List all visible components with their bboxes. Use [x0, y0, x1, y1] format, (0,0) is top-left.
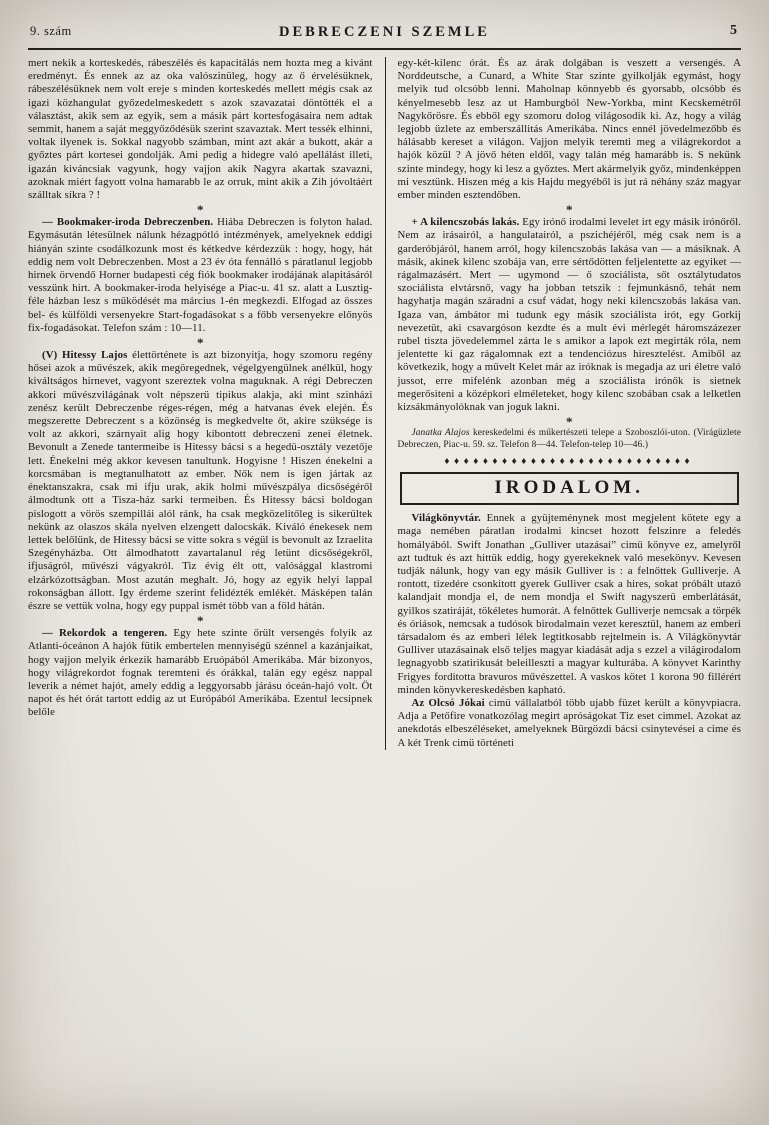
header-rule: [28, 48, 741, 50]
right-column: [385, 57, 742, 750]
page-number: 5: [730, 23, 737, 38]
paragraph-olcso-jokai: Az Olcsó Jókai cimü vállalatból több ujabb füzet került a könyvpiacra. Adja a Petőfire vonatkozólag megirt apróságokat Tiz eset cimmel. Azokat az anekdotás elbeszéléseket, amelyeknek Bürgözdi bácsi csinytevései a cime és A két Trenk cimü történeti: [397, 696, 741, 749]
paragraph-ad-janatka-alajos: Janatka Alajos kereskedelmi és műkertészeti telepe a Szoboszlói-uton. (Virágüzlete Debreczen, Piac-u. 59. sz. Telefon 8—44. Telefon-telep 10—46.): [397, 428, 741, 450]
paragraph-lead: + A kilencszobás lakás.: [411, 216, 523, 229]
paragraph-lead: Világkönyvtár.: [411, 512, 487, 525]
separator-star: *: [197, 202, 204, 218]
article-columns: [28, 57, 741, 750]
paragraph-lead: Az Olcsó Jókai: [411, 696, 489, 709]
separator-star: *: [566, 414, 573, 430]
separator-star: *: [566, 202, 573, 218]
left-column: [28, 57, 385, 750]
paragraph-lead: — Bookmaker-iroda Debreczenben.: [42, 216, 218, 229]
paragraph-rekordok-a-tengeren: — Rekordok a tengeren. Egy hete szinte őrült versengés folyik az Atlanti-óceánon A hajók fütik embertelen mennyiségü szénnel a kazánjaikat, hogy vajjon melyik érkezik hamarább Eruópából Amerikába. Már bizonyos, hogy világrekordot fognak teremteni és órákkal, talán egy egész nappal leverik a német hajót, amely eddig a leggyorsabb járásu óceán-hajó volt. Öt napot és hét órát tartott eddig az ut Európából Amerikába. Ezentul lecsipnek belőle: [28, 627, 373, 719]
separator-star: *: [197, 335, 204, 351]
ornament-divider: ♦♦♦♦♦♦♦♦♦♦♦♦♦♦♦♦♦♦♦♦♦♦♦♦♦♦: [444, 456, 695, 468]
paragraph-lead: Janatka Alajos: [411, 428, 473, 439]
paragraph-lead: (V) Hitessy Lajos: [42, 349, 133, 362]
paragraph-korteskedes-continuation: mert nekik a korteskedés, rábeszélés és kapacitálás nem hozta meg a kivánt eredményt. És ennek az az oka valószinüleg, hogy az ő érvelésüknek, rábeszélésüknek nem volt ereje s minden korteskedés mellett mégis csak az igazi közhangulat győzedelmeskedett s azok szavazatai döntötték el a választást, akik sem az egyik, sem a másik párt kortesfogásaira nem adtak semmit, hanem a saját meggyőződésük szerint szavaztak. Mert tessék elhinni, voltak ilyenek is. Sokkal nagyobb számban, mint azt akár a bukott, akár a győztes párt kortesei gondolják. Ami pedig a hidegre való apellálást illeti, igazán kiváncsiak vagyunk, hogy vajjon akik Nagyra akartak szavazni, azoknak miért fagyott volna hamarabb le az orruk, mint akik a Zih jóvoltáért szálltak síkra ? !: [28, 57, 373, 202]
paragraph-kilencszobas-lakas: + A kilencszobás lakás. Egy irónő irodalmi levelet irt egy másik irónőről. Nem az irásairól, a hangulatairól, a pszichéjéről, még csak nem is a garderóbjáról, hanem arról, hogy kilencszobás lakása van — a másiknak. A másik, akinek kilenc szobája van, erre sértődötten feljelentette az egyiket — rágalmazásért. Mert — ugymond — ő szociálista, sőt osztálytudatos szociálista elvtársnő, vagy ha jobban tetszik : fejmunkásnő, tehát nem hagyhatja magán száradni a csuf vádat, hogy neki kilencszobás lakása van. Igaza van, ámbátor mi tudunk egy másik szociálista irót, egy Gorkij nevezetüt, aki csavargóson kezdte és a mult évi mérlegét háromszázezer rubel tiszta jövedelemmel zárta le s amikor a lapok ezt megirták róla, nem jelentette ki gaz rágalomnak ezt a tendenciózus hiresztelést. Amiből az következik, hogy a művelt Kelet már az iróknak is megadja az uri életre való jussot, erre mifelénk azonban még a szociálista irónők is sietnek megerősiteni a középkori elméleteket, hogy kilenc szobában csak a lelketlen kizsákmányolóknak van joguk lakni.: [397, 216, 742, 414]
paragraph-rekordok-continuation: egy-két-kilenc órát. És az árak dolgában is veszett a versengés. A Norddeutsche, a Cunard, a White Star szinte gyilkolják egymást, hogy melyik tud olcsóbb lenni. Maholnap könnyebb és gyorsabb, olcsóbb és kényelmesebb lesz az ut Hamburgból New-Yorkba, mint Kecskemétről Nagykőrösre. És ebből egy szomoru dolog világosodik ki. Az, hogy a világ legjobb üzlete az emberszállitás Amerikába. Nincs ennél jövedelmezőbb és hálásabb kereset a világon. Vajjon melyik teremti meg a világrekordot a hajók közül ? A jövő héten eldől, vagy talán még hamarább is. S nekünk szinte mindegy, hogy ki lesz a győztes. Mert akármelyik győz, mindenképpen mi vesztünk. Hiszen még a kis Hajdu megyéből is jut rá néhány száz magyar ember minden esztendőben.: [397, 57, 741, 202]
separator-star: *: [197, 613, 204, 629]
paragraph-lead: — Rekordok a tengeren.: [42, 627, 174, 640]
newspaper-title: DEBRECZENI SZEMLE: [279, 24, 490, 40]
page-header: [28, 24, 741, 44]
issue-number: 9. szám: [30, 24, 72, 38]
section-heading-irodalom: IRODALOM.: [400, 472, 740, 505]
paragraph-hitessy-lajos: (V) Hitessy Lajos élettörténete is azt bizonyitja, hogy szomoru regény hősei azok a művészek, akik megöregednek, végelgyengülnek anélkül, hogy kiváltságos hirnevet, vagyont szereztek volna maguknak. A régi Debreczen akkori művészvilágának volt népszerü tipikus alakja, aki mint szinházi zenész került Debreczenbe réges-régen, még a hatvanas évek elején. És megszerette Debreczent s a közönség is megkedvelte őt, akire szüksége is volt az akkori, szárnyait alig hogy kibontott debreczeni zenei életnek. Bevonult a Zenede tantermeibe is Hitessy bácsi s a hegedü-osztály vezetője lett. Énekelni még akkor kevesen tanultunk. Hogyisne ! Hiszen énekelni a korcsmában is megtanulhatott az ember. Nők nem is igen jártak az énektanszakra, csak mi ifju urak, akik holmi művészpálya dicsőségéről álmodtunk ott a Tisza-ház sarki termeiben. És Hitessy bácsi boldogan pislogott a vörös szempillái alól ránk, ha csak megközelitőleg is sikerültek nekünk az olaszos skála nyelven elzengett dalocskák. Kiváló énekesek nem lettek belőlünk, de Hitessy bácsi se vitte sokra s végül is bevonult az Izraelita Szegényházba. Ott álmodhatott zavartalanul rég letünt dicsőségekről, ifjuságról, művészi vágyakról. Tiz évig élt ott, valósággal klastromi elzárkózottságban. Most azután meghalt. Jó, hogy az egyik helyi lappal rokonságban állott. Igy érdeme szerint felidézték emlékét. Másképen talán észre se vettük volna, hogy egy puppal ismét több van a föld hátán.: [28, 349, 373, 612]
paragraph-bookmaker-iroda: — Bookmaker-iroda Debreczenben. Hiába Debreczen is folyton halad. Egymásután létesülnek nálunk hézagpótló intézmények, amelyeknek eddigi hiányán szinte csodálkozunk most és kétkedve kérdezzük : hogy, hogy, hát eddig nem volt Debreczenben. Most a 23 év óta fennálló s páratlanul legjobb hirnek örvendő Horner budapesti cég fiók bookmaker irodájának alapitásáról vesszünk hirt. A bookmaker-iroda helyisége a Piac-u. 41 sz. alatt a Lusztig-féle házban lesz s működését ma március 1-én megkezdi. Elfogad az összes bel- és külföldi versenyekre Start-fogadásokat s a főbb versenyekre előnyös fix-fogadásokat. Telefon szám : 10—11.: [28, 216, 373, 334]
paragraph-vilagkonyvtar: Világkönyvtár. Ennek a gyüjteménynek most megjelent kötete egy a maga nemében páratlan irodalmi kincset hozott felszinre a feledés homályából. Swift Jonathan „Gulliver utazásai” cimü könyve ez, amelyről azt tudtuk és azt hittük eddig, hogy gyerekeknek való mesekönyv. Kevesen tudják nálunk, hogy van egy másik Gulliver is : a felnőttek Gulliverje. A rontott, tizedére csonkitott gyerek Gulliver csak a hires, sokat próbált utazó kalandjait mondja el, de nem mondja el Swift nagyszerü emberlátását, gyilkos szatiráját, tökéletes humorát. A felnőttek Gulliverje nemcsak a törpék és óriások, nemcsak a tudósok birodalmain vezet keresztül, hanem az emberi társadalom és az emberi lélek legtitkosabb rejtelmein is. A Világkönyvtár Gulliver utazásainak első teljes magyar kiadását adja s ezzel a világirodalom legnagyobb szatirikusát beleilleszti a magyar kulturába. A könyvet Karinthy Frigyes forditotta bravuros művészettel. A vaskos kötet 1 korona 90 fillérért minden könyvkereskedésben kapható.: [397, 512, 741, 696]
